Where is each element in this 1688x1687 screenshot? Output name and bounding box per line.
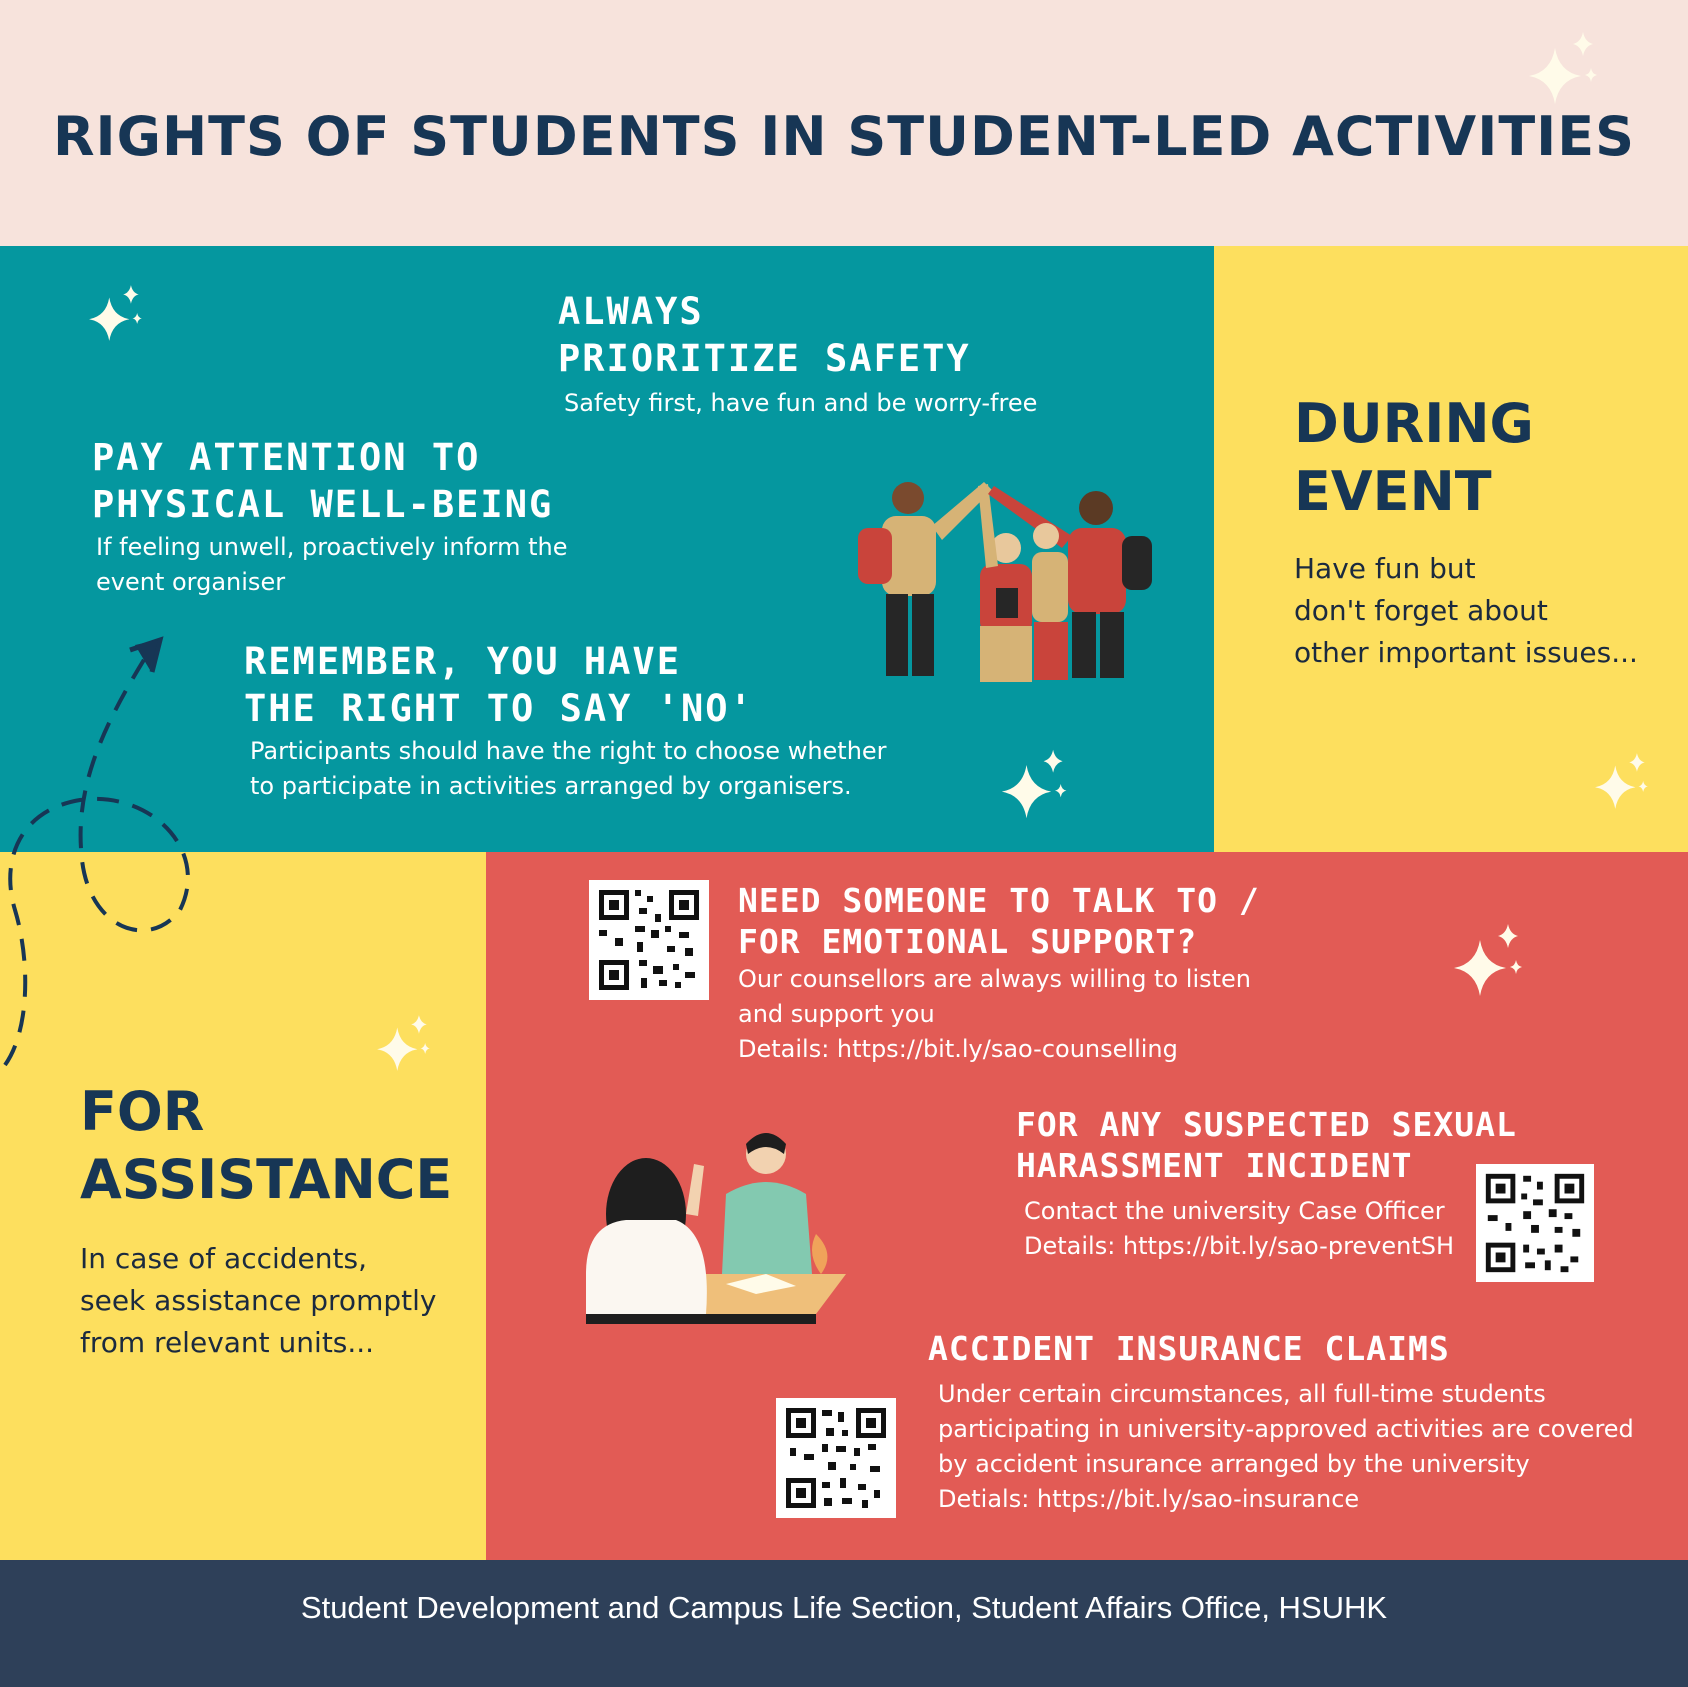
counselling-qr-code-icon[interactable] xyxy=(589,880,709,1000)
safety-block xyxy=(558,288,1037,421)
say-no-body-line2: to participate in activities arranged by organisers. xyxy=(250,772,852,800)
counselling-block xyxy=(738,880,1260,1067)
wellbeing-heading-line1: PAY ATTENTION TO xyxy=(92,436,481,479)
during-event-body-line3: other important issues... xyxy=(1294,636,1638,669)
harassment-heading-line2: HARASSMENT INCIDENT xyxy=(1016,1146,1413,1185)
during-event-heading-line2: EVENT xyxy=(1294,460,1492,523)
during-event-heading-line1: DURING xyxy=(1294,392,1534,455)
counselling-heading-line2: FOR EMOTIONAL SUPPORT? xyxy=(738,922,1198,961)
counselling-details-link[interactable]: Details: https://bit.ly/sao-counselling xyxy=(738,1035,1178,1063)
insurance-body-line2: participating in university-approved activities are covered xyxy=(938,1415,1634,1443)
during-event-body-line2: don't forget about xyxy=(1294,594,1548,627)
counselling-conversation-illustration xyxy=(566,1124,856,1332)
safety-body: Safety first, have fun and be worry-free xyxy=(564,389,1038,417)
sparkle-icon xyxy=(1450,920,1530,1000)
assistance-body-line1: In case of accidents, xyxy=(80,1242,367,1275)
counselling-heading-line1: NEED SOMEONE TO TALK TO / xyxy=(738,881,1260,920)
say-no-body-line1: Participants should have the right to choose whether xyxy=(250,737,887,765)
harassment-block xyxy=(1016,1104,1517,1264)
wellbeing-heading-line2: PHYSICAL WELL-BEING xyxy=(92,483,554,526)
sparkle-icon xyxy=(1592,750,1654,812)
counselling-body-line2: and support you xyxy=(738,1000,935,1028)
assistance-heading-line2: ASSISTANCE xyxy=(80,1148,453,1211)
footer-credit: Student Development and Campus Life Section, Student Affairs Office, HSUHK xyxy=(300,1590,1388,1625)
wellbeing-block xyxy=(92,434,568,600)
harassment-heading-line1: FOR ANY SUSPECTED SEXUAL xyxy=(1016,1105,1517,1144)
safety-heading-line2: PRIORITIZE SAFETY xyxy=(558,337,971,380)
during-event-body-line1: Have fun but xyxy=(1294,552,1476,585)
sparkle-icon xyxy=(1525,28,1605,108)
insurance-details-link[interactable]: Detials: https://bit.ly/sao-insurance xyxy=(938,1485,1360,1513)
dashed-arrow-icon xyxy=(0,630,220,1084)
safety-heading-line1: ALWAYS xyxy=(558,290,704,333)
sparkle-icon xyxy=(998,746,1074,822)
wellbeing-body-line1: If feeling unwell, proactively inform the xyxy=(96,533,568,561)
page-title: RIGHTS OF STUDENTS IN STUDENT-LED ACTIVITIES xyxy=(52,105,1636,168)
assistance-body-line2: seek assistance promptly xyxy=(80,1284,437,1317)
say-no-block xyxy=(244,638,887,804)
harassment-details-link[interactable]: Details: https://bit.ly/sao-preventSH xyxy=(1024,1232,1455,1260)
during-event-block xyxy=(1294,390,1638,674)
insurance-qr-code-icon[interactable] xyxy=(776,1398,896,1518)
sparkle-icon xyxy=(374,1012,436,1074)
assistance-heading-line1: FOR xyxy=(80,1080,205,1143)
sparkle-icon xyxy=(86,282,148,344)
counselling-body-line1: Our counsellors are always willing to listen xyxy=(738,965,1251,993)
assistance-body-line3: from relevant units... xyxy=(80,1326,375,1359)
harassment-body-line1: Contact the university Case Officer xyxy=(1024,1197,1445,1225)
say-no-heading-line2: THE RIGHT TO SAY 'NO' xyxy=(244,687,754,730)
insurance-block xyxy=(928,1328,1634,1517)
say-no-heading-line1: REMEMBER, YOU HAVE xyxy=(244,640,681,683)
insurance-body-line1: Under certain circumstances, all full-time students xyxy=(938,1380,1546,1408)
wellbeing-body-line2: event organiser xyxy=(96,568,286,596)
insurance-body-line3: by accident insurance arranged by the university xyxy=(938,1450,1530,1478)
insurance-heading: ACCIDENT INSURANCE CLAIMS xyxy=(928,1329,1450,1368)
students-high-five-illustration xyxy=(846,476,1166,690)
assistance-block xyxy=(80,1078,452,1364)
